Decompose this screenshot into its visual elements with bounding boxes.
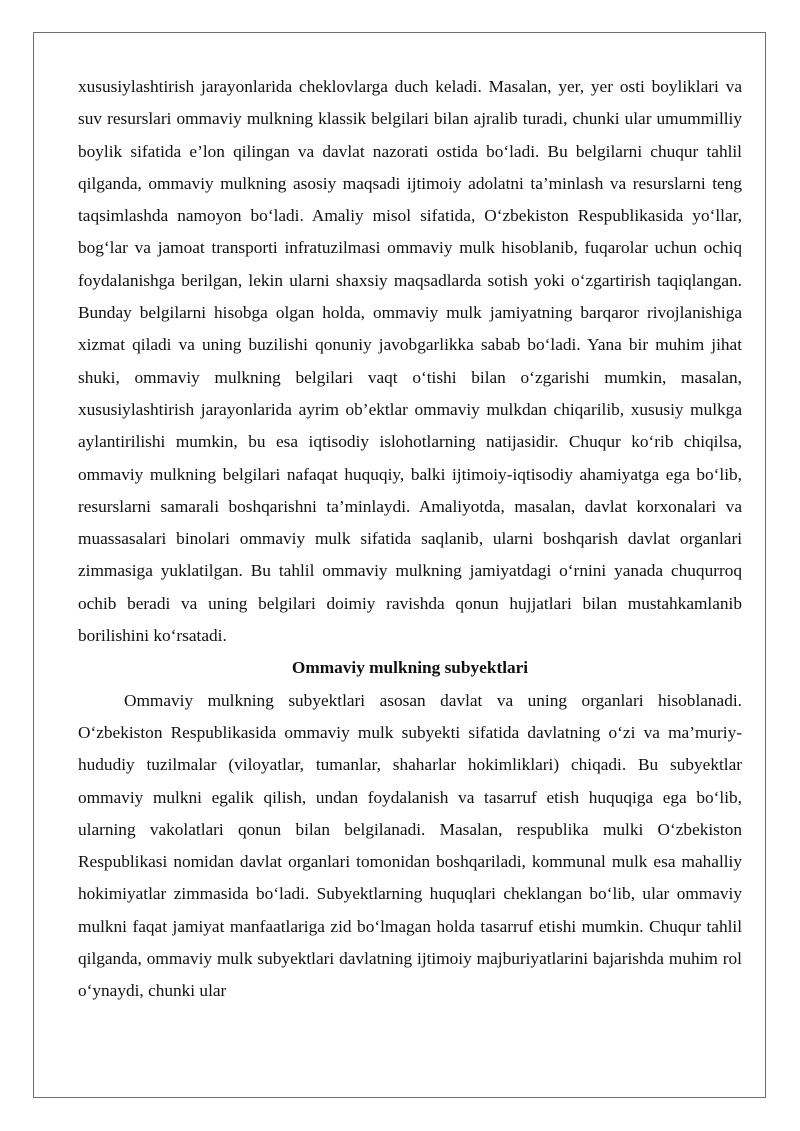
- section-heading: Ommaviy mulkning subyektlari: [291, 658, 529, 678]
- document-body: [78, 71, 742, 1008]
- body-paragraph-1: xususiylashtirish jarayonlarida cheklovlarga duch keladi. Masalan, yer, yer osti boyliklari va suv resurslari ommaviy mulkning klassik belgilari bilan ajralib turadi, chunki ular umummilliy boylik sifatida e’lon qilingan va davlat nazorati ostida bo‘ladi. Bu belgilarni chuqur tahlil qilganda, ommaviy mulkning asosiy maqsadi ijtimoiy adolatni ta’minlash va resurslarni teng taqsimlashda namoyon bo‘ladi. Amaliy misol sifatida, O‘zbekiston Respublikasida yo‘llar, bog‘lar va jamoat transporti infratuzilmasi ommaviy mulk hisoblanib, fuqarolar uchun ochiq foydalanishga berilgan, lekin ularni shaxsiy maqsadlarda sotish yoki o‘zgartirish taqiqlangan. Bunday belgilarni hisobga olgan holda, ommaviy mulk jamiyatning barqaror rivojlanishiga xizmat qiladi va uning buzilishi qonuniy javobgarlikka sabab bo‘ladi. Yana bir muhim jihat shuki, ommaviy mulkning belgilari vaqt o‘tishi bilan o‘zgarishi mumkin, masalan, xususiylashtirish jarayonlarida ayrim ob’ektlar ommaviy mulkdan chiqarilib, xususiy mulkga aylantirilishi mumkin, bu esa iqtisodiy islohotlarning natijasidir. Chuqur ko‘rib chiqilsa, ommaviy mulkning belgilari nafaqat huquqiy, balki ijtimoiy-iqtisodiy ahamiyatga ega bo‘lib, resurslarni samarali boshqarishni ta’minlaydi. Amaliyotda, masalan, davlat korxonalari va muassasalari binolari ommaviy mulk sifatida saqlanib, ularni boshqarish davlat organlari zimmasiga yuklatilgan. Bu tahlil ommaviy mulkning jamiyatdagi o‘rnini yanada chuqurroq ochib beradi va uning belgilari doimiy ravishda qonun hujjatlari bilan mustahkamlanib borilishini ko‘rsatadi.: [78, 77, 742, 646]
- body-paragraph-2: Ommaviy mulkning subyektlari asosan davlat va uning organlari hisoblanadi. O‘zbekiston Respublikasida ommaviy mulk subyekti sifatida davlatning o‘zi va ma’muriy-hududiy tuzilmalar (viloyatlar, tumanlar, shaharlar hokimliklari) chiqadi. Bu subyektlar ommaviy mulkni egalik qilish, undan foydalanish va tasarruf etish huquqiga ega bo‘lib, ularning vakolatlari qonun bilan belgilanadi. Masalan, respublika mulki O‘zbekiston Respublikasi nomidan davlat organlari tomonidan boshqariladi, kommunal mulk esa mahalliy hokimiyatlar zimmasida bo‘ladi. Subyektlarning huquqlari cheklangan bo‘lib, ular ommaviy mulkni faqat jamiyat manfaatlariga zid bo‘lmagan holda tasarruf etishi mumkin. Chuqur tahlil qilganda, ommaviy mulk subyektlari davlatning ijtimoiy majburiyatlarini bajarishda muhim rol o‘ynaydi, chunki ular: [78, 690, 742, 1001]
